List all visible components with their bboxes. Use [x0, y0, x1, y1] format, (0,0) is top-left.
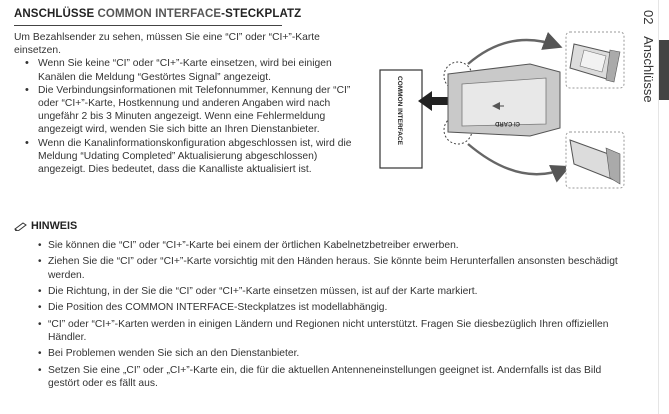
ci-card-diagram	[370, 28, 626, 198]
note-item: • “CI” oder “CI+”-Karten werden in einigen Ländern und Regionen nicht unterstützt. Fragen Sie diesbezüglich Ihren offiziellen Händler.	[38, 318, 618, 344]
heading-part-3: -STECKPLATZ	[221, 8, 302, 20]
note-item: • Setzen Sie eine „CI” oder „CI+”-Karte ein, die für die aktuellen Antenneneinstellungen geeignet ist. Andernfalls ist das Bild gestört oder es fällt aus.	[38, 364, 618, 390]
intro-bullet-list	[14, 57, 359, 176]
zoom-arrow-top-icon	[468, 40, 558, 64]
note-item: • Bei Problemen wenden Sie sich an den Dienstanbieter.	[38, 347, 618, 360]
note-item: • Sie können die “CI” oder “CI+”-Karte bei einem der örtlichen Kabelnetzbetreiber erwerben.	[38, 239, 618, 252]
intro-block	[14, 31, 359, 176]
slot-box	[380, 70, 422, 168]
note-item: • Die Position des COMMON INTERFACE-Steckplatzes ist modellabhängig.	[38, 301, 618, 314]
chapter-marker-bar	[659, 40, 669, 100]
chapter-label: Anschlüsse	[641, 36, 656, 103]
chapter-tab	[632, 0, 656, 130]
intro-bullet: • Wenn die Kanalinformationskonfiguration abgeschlossen ist, wird die Meldung “Udating Completed” Aktualisierung abgeschlossen) angezeigt. Dies bedeutet, dass die Kanalliste aktualisiert ist.	[14, 137, 359, 177]
note-list	[38, 239, 618, 393]
bottom-zoom-detail	[566, 132, 624, 188]
card-label: CI CARD	[495, 120, 520, 126]
section-heading	[14, 8, 301, 20]
note-heading	[14, 220, 77, 232]
note-item: • Die Richtung, in der Sie die “CI” oder “CI+”-Karte einsetzen müssen, ist auf der Karte markiert.	[38, 285, 618, 298]
ci-card	[448, 64, 560, 136]
intro-bullet: • Wenn Sie keine “CI” oder “CI+”-Karte einsetzen, wird bei einigen Kanälen die Meldung “Gestörtes Signal” angezeigt.	[14, 57, 359, 83]
note-title: HINWEIS	[31, 220, 78, 232]
intro-bullet: • Die Verbindungsinformationen mit Telefonnummer, Kennung der “CI” oder “CI+”-Karte, Hostkennung und anderen Angaben wird nach ungefähr 2 bis 3 Minuten angezeigt. Wenn eine Fehlermeldung angezeigt wird, wenden Sie sich bitte an Ihren Dienstanbieter.	[14, 84, 359, 137]
top-zoom-detail	[566, 32, 624, 88]
note-item: • Ziehen Sie die “CI” oder “CI+”-Karte vorsichtig mit den Händen heraus. Sie könnte beim Herunterfallen ansonsten beschädigt werden.	[38, 255, 618, 281]
heading-part-1: ANSCHLÜSSE	[14, 8, 98, 20]
heading-part-2: COMMON INTERFACE	[97, 8, 222, 20]
slot-label: COMMON INTERFACE	[396, 76, 403, 145]
zoom-arrow-bottom-icon	[468, 144, 566, 174]
chapter-number: 02	[641, 10, 656, 25]
intro-paragraph: Um Bezahlsender zu sehen, müssen Sie eine “CI” oder “CI+”-Karte einsetzen.	[14, 32, 320, 57]
pencil-note-icon	[14, 221, 28, 231]
heading-underline	[14, 25, 282, 26]
